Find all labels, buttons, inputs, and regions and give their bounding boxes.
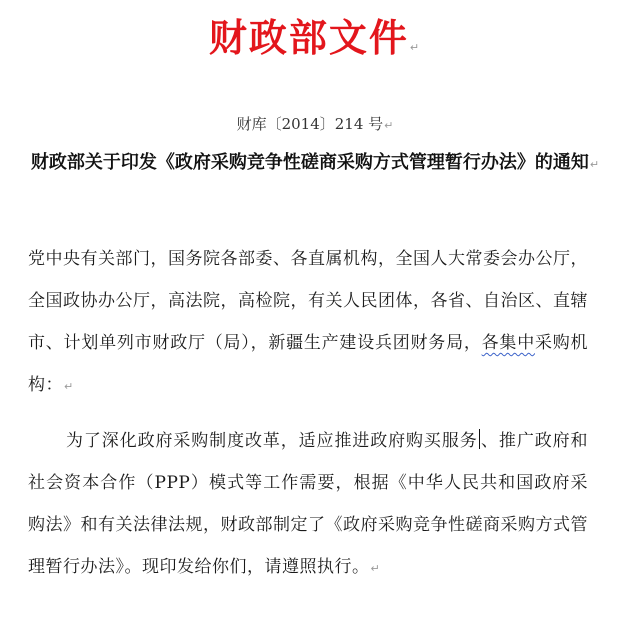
- paragraph-mark-icon: ↵: [409, 41, 422, 54]
- recipients-paragraph[interactable]: [28, 238, 588, 408]
- body-text-end: 、推广政府和社会资本合作（PPP）模式等工作需要，根据《中华人民共和国政府采购法》和有关法律法规，财政部制定了《政府采购竞争性磋商采购方式管理暂行办法》。现印发给你们，请遵照执行。: [28, 431, 589, 577]
- red-header: [0, 10, 630, 76]
- text-cursor: [479, 429, 480, 449]
- paragraph-mark-icon: ↵: [589, 158, 600, 171]
- notice-title-text: 财政部关于印发《政府采购竞争性磋商采购方式管理暂行办法》的通知: [30, 152, 589, 173]
- recipients-text-end: 采购机构：: [28, 333, 589, 395]
- paragraph-mark-icon: ↵: [370, 562, 381, 575]
- doc-header-title: 财政部文件: [208, 15, 409, 60]
- document-number-text: 财库〔2014〕214 号: [236, 115, 384, 133]
- notice-title: [20, 140, 610, 188]
- body-text-start: 为了深化政府采购制度改革，适应推进政府购买服务: [66, 431, 478, 451]
- document-number: [0, 112, 630, 138]
- body-paragraph[interactable]: [28, 420, 588, 590]
- spellcheck-underlined-text[interactable]: 各集中: [481, 333, 535, 353]
- paragraph-mark-icon: ↵: [384, 119, 394, 132]
- paragraph-mark-icon: ↵: [64, 380, 74, 393]
- recipients-text: 党中央有关部门，国务院各部委、各直属机构，全国人大常委会办公厅，全国政协办公厅，高法院，高检院，有关人民团体，各省、自治区、直辖市、计划单列市财政厅（局），新疆生产建设兵团财务局，: [28, 249, 588, 353]
